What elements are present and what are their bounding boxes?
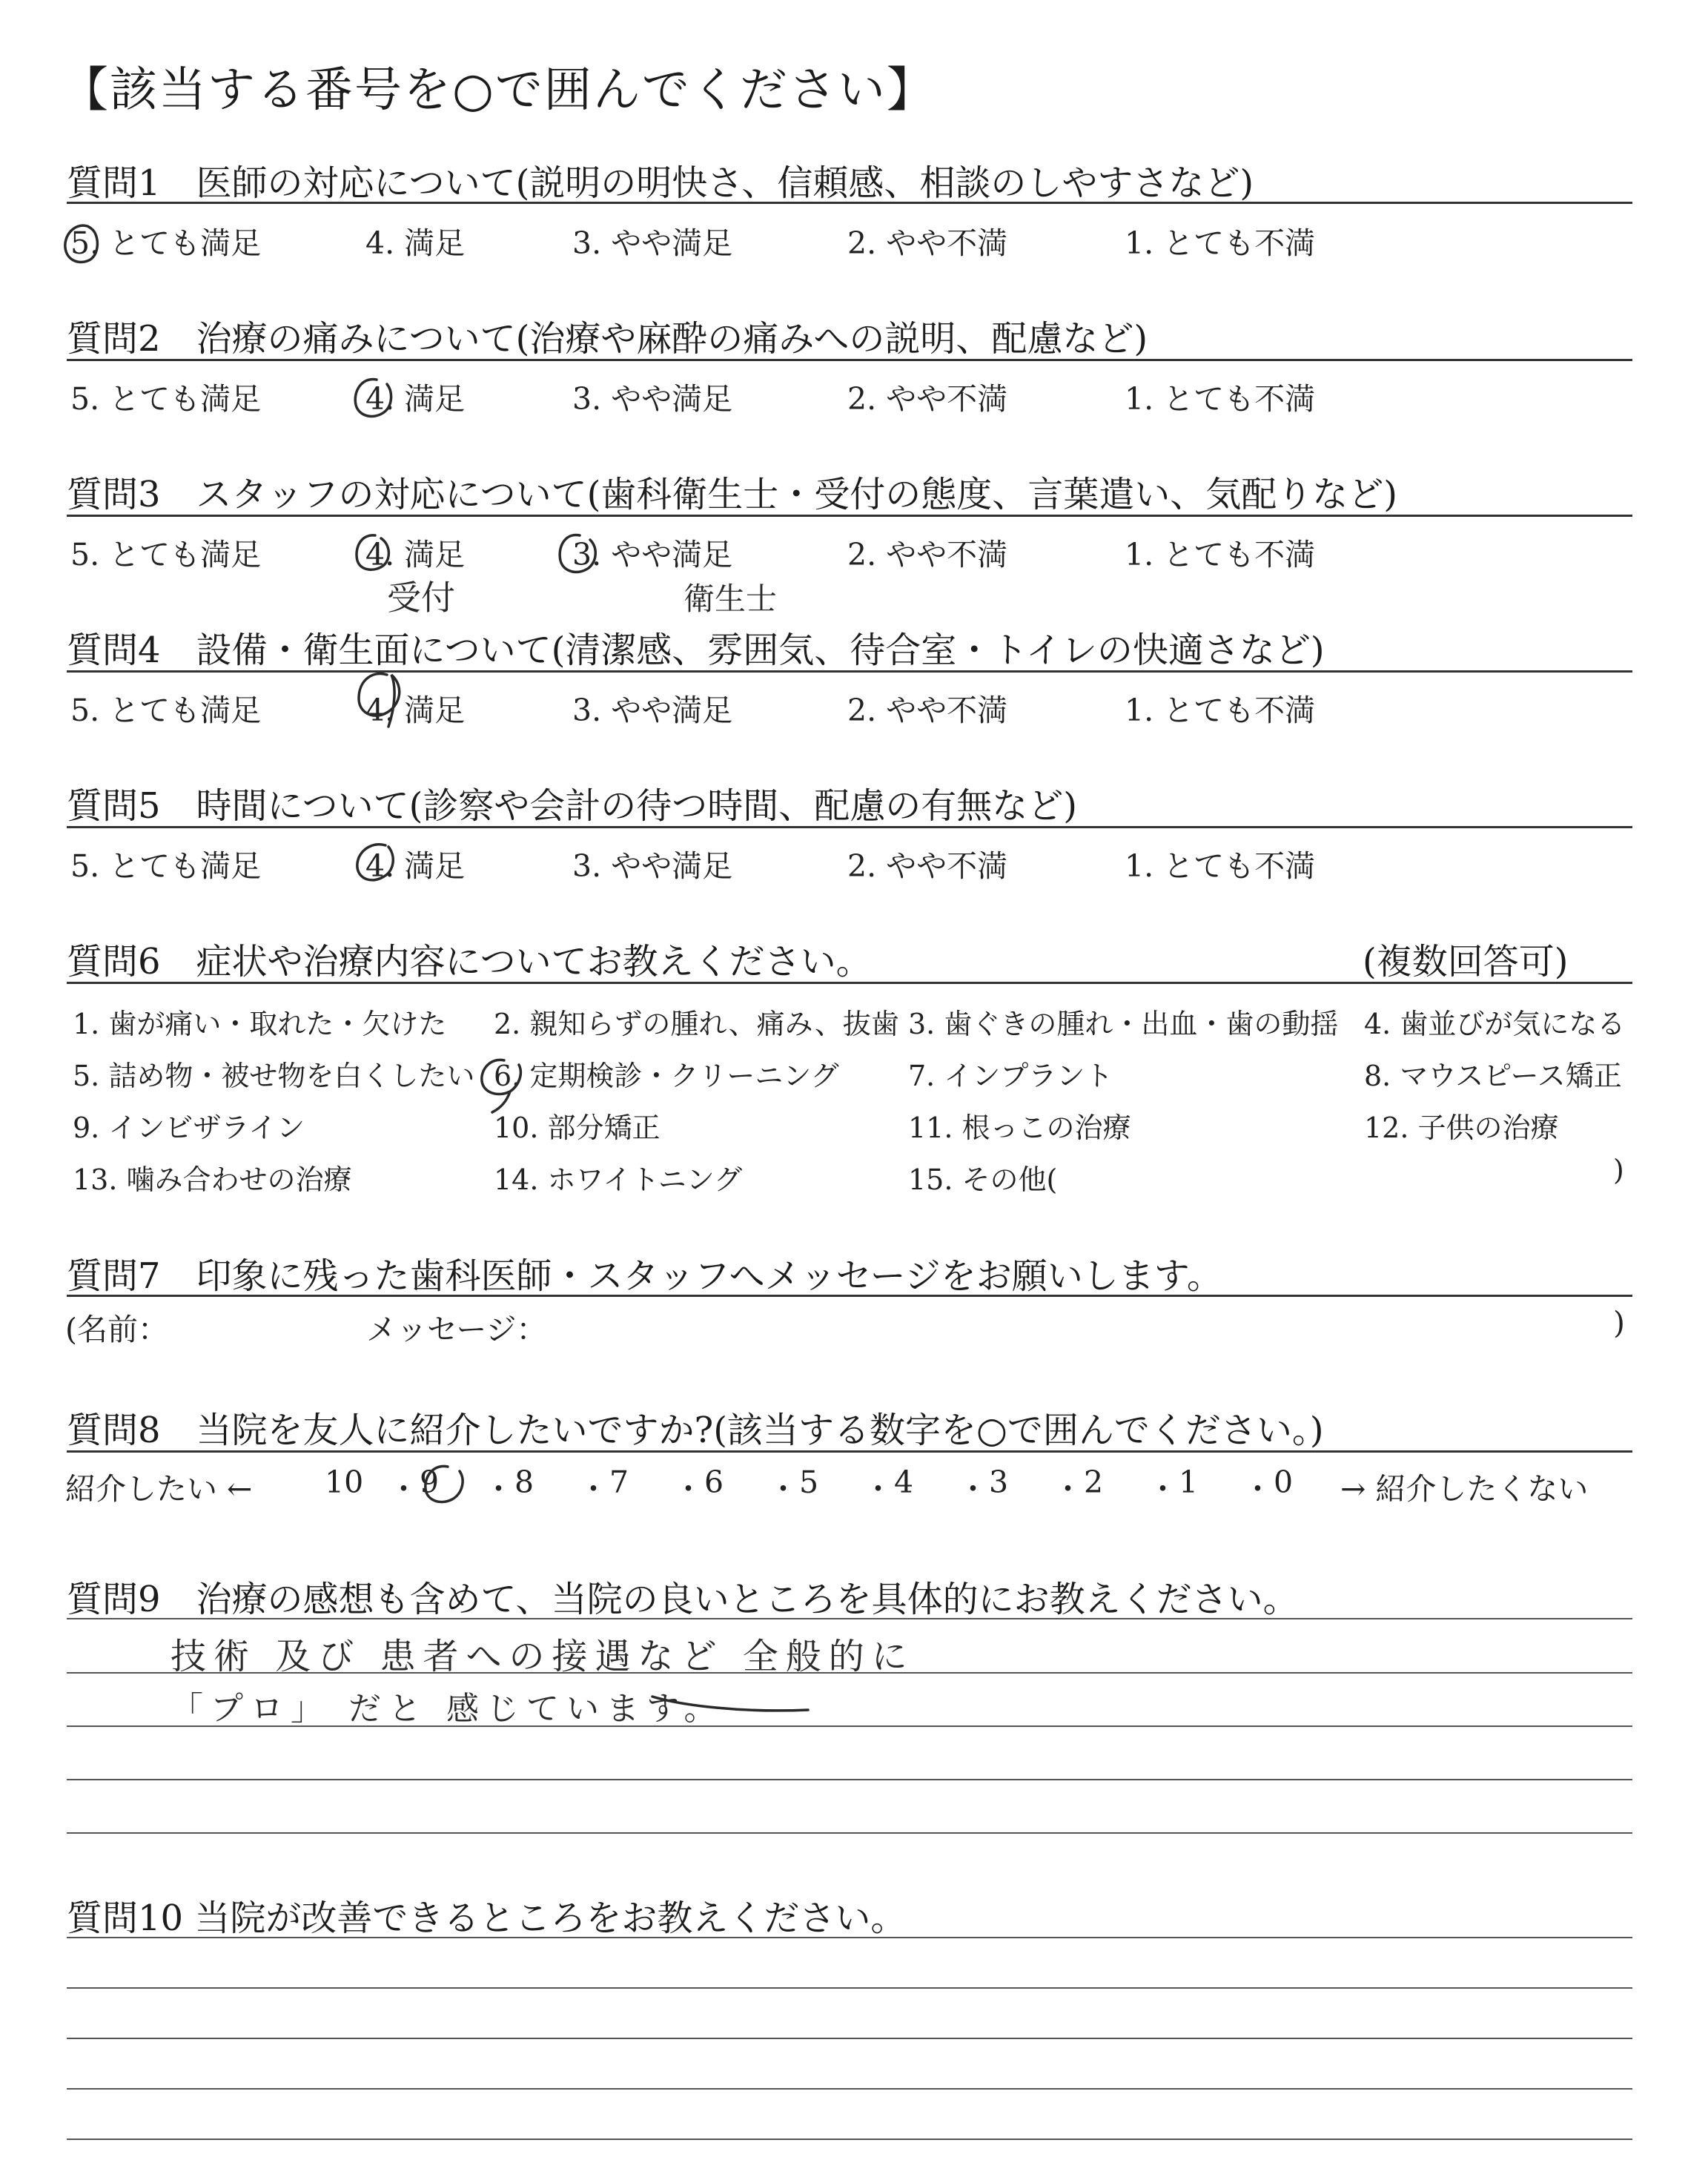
q8-scale-value-7[interactable]: 7 xyxy=(609,1464,629,1500)
q4-option-1[interactable]: 1. とても不満 xyxy=(1125,693,1316,728)
q6-item-4[interactable]: 4. 歯並びが気になる xyxy=(1364,1008,1626,1040)
q8-left-label: 紹介したい ← xyxy=(65,1471,253,1507)
q1-option-1[interactable]: 1. とても不満 xyxy=(1125,225,1316,261)
q8-scale-value-3[interactable]: 3 xyxy=(989,1464,1009,1500)
q8-scale-separator: ・ xyxy=(673,1471,704,1507)
question-8-title: 質問8 当院を友人に紹介したいですか?(該当する数字を○で囲んでください。) xyxy=(67,1410,1324,1451)
q8-scale-separator: ・ xyxy=(578,1471,609,1507)
q6-item-5[interactable]: 5. 詰め物・被せ物を白くしたい xyxy=(73,1060,475,1092)
q6-item-12[interactable]: 12. 子供の治療 xyxy=(1364,1112,1559,1144)
q8-scale-separator: ・ xyxy=(863,1471,893,1507)
form-header: 【該当する番号を○で囲んでください】 xyxy=(61,63,936,118)
q6-item-6[interactable]: 6. 定期検診・クリーニング xyxy=(494,1060,839,1092)
q8-scale-separator: ・ xyxy=(1053,1471,1083,1507)
q6-item-13[interactable]: 13. 噛み合わせの治療 xyxy=(73,1163,352,1196)
q3-option-4[interactable]: 4. 満足 xyxy=(365,537,466,572)
q3-option4-circle xyxy=(357,535,388,569)
handwritten-note-hygienist: 衛生士 xyxy=(683,581,778,617)
q8-scale-value-8[interactable]: 8 xyxy=(514,1464,534,1500)
q8-scale-separator: ・ xyxy=(1148,1471,1178,1507)
q2-option-4[interactable]: 4. 満足 xyxy=(365,381,466,417)
q8-scale-value-5[interactable]: 5 xyxy=(799,1464,819,1500)
q8-scale-value-2[interactable]: 2 xyxy=(1084,1464,1104,1500)
q4-option-2[interactable]: 2. やや不満 xyxy=(847,693,1008,728)
question-4-title: 質問4 設備・衛生面について(清潔感、雰囲気、待合室・トイレの快適さなど) xyxy=(67,630,1325,671)
q8-scale-value-10[interactable]: 10 xyxy=(325,1464,364,1500)
q6-other-close-paren: ) xyxy=(1613,1154,1624,1186)
q2-selection-circle xyxy=(355,379,391,416)
q6-item-10[interactable]: 10. 部分矯正 xyxy=(494,1112,661,1144)
q6-item-9[interactable]: 9. インビザライン xyxy=(73,1112,305,1144)
q6-selection-circle xyxy=(482,1060,521,1112)
q5-option-3[interactable]: 3. やや満足 xyxy=(572,848,733,884)
q6-item-8[interactable]: 8. マウスピース矯正 xyxy=(1364,1060,1622,1092)
question-3-title: 質問3 スタッフの対応について(歯科衛生士・受付の態度、言葉遣い、気配りなど) xyxy=(67,474,1398,515)
q7-close-paren: ) xyxy=(1613,1305,1625,1341)
q1-option-5[interactable]: 5. とても満足 xyxy=(70,225,262,261)
q2-option-3[interactable]: 3. やや満足 xyxy=(572,381,733,417)
q8-scale-separator: ・ xyxy=(1242,1471,1273,1507)
q8-scale-separator: ・ xyxy=(483,1471,514,1507)
question-1-title: 質問1 医師の対応について(説明の明快さ、信頼感、相談のしやすさなど) xyxy=(67,162,1254,204)
q8-scale-separator: ・ xyxy=(388,1471,419,1507)
question-5-title: 質問5 時間について(診察や会計の待つ時間、配慮の有無など) xyxy=(67,785,1078,827)
q3-option-2[interactable]: 2. やや不満 xyxy=(847,537,1008,572)
q8-scale-separator: ・ xyxy=(768,1471,798,1507)
q6-item-11[interactable]: 11. 根っこの治療 xyxy=(908,1112,1131,1144)
q9-handwritten-answer-line-1: 技術 及び 患者への接遇など 全般的に xyxy=(171,1636,915,1677)
q8-scale-value-1[interactable]: 1 xyxy=(1179,1464,1199,1500)
q2-option-5[interactable]: 5. とても満足 xyxy=(70,381,262,417)
q8-scale-separator: ・ xyxy=(958,1471,988,1507)
q1-selection-circle xyxy=(65,225,98,262)
q9-handwritten-answer-line-2: 「プロ」 だと 感じています。 xyxy=(171,1690,724,1728)
q5-option-2[interactable]: 2. やや不満 xyxy=(847,848,1008,884)
q6-item-15[interactable]: 15. その他( xyxy=(908,1163,1058,1196)
q6-item-14[interactable]: 14. ホワイトニング xyxy=(494,1163,743,1196)
q4-selection-circle xyxy=(359,673,400,727)
q7-name-label: (名前： xyxy=(65,1312,168,1347)
q1-option-4[interactable]: 4. 満足 xyxy=(365,225,466,261)
q7-message-label: メッセージ： xyxy=(366,1312,547,1347)
handwritten-note-reception: 受付 xyxy=(387,578,455,618)
q8-scale-value-0[interactable]: 0 xyxy=(1274,1464,1294,1500)
q4-option-3[interactable]: 3. やや満足 xyxy=(572,693,733,728)
q5-option-4[interactable]: 4. 満足 xyxy=(365,848,466,884)
question-6-title: 質問6 症状や治療内容についてお教えください。 xyxy=(67,941,872,982)
q6-item-7[interactable]: 7. インプラント xyxy=(908,1060,1113,1092)
q9-underline-flourish xyxy=(652,1697,808,1711)
q2-option-2[interactable]: 2. やや不満 xyxy=(847,381,1008,417)
question-2-title: 質問2 治療の痛みについて(治療や麻酔の痛みへの説明、配慮など) xyxy=(67,318,1148,360)
q2-option-1[interactable]: 1. とても不満 xyxy=(1125,381,1316,417)
q3-option3-circle xyxy=(560,535,595,572)
q3-option-1[interactable]: 1. とても不満 xyxy=(1125,537,1316,572)
q8-scale-value-6[interactable]: 6 xyxy=(704,1464,724,1500)
q3-option-3[interactable]: 3. やや満足 xyxy=(572,537,733,572)
question-7-title: 質問7 印象に残った歯科医師・スタッフへメッセージをお願いします。 xyxy=(67,1255,1222,1297)
q6-item-1[interactable]: 1. 歯が痛い・取れた・欠けた xyxy=(73,1008,447,1040)
q6-item-2[interactable]: 2. 親知らずの腫れ、痛み、抜歯 xyxy=(494,1008,899,1040)
question-9-title: 質問9 治療の感想も含めて、当院の良いところを具体的にお教えください。 xyxy=(67,1579,1299,1620)
q1-option-3[interactable]: 3. やや満足 xyxy=(572,225,733,261)
question-10-title: 質問10 当院が改善できるところをお教えください。 xyxy=(67,1898,907,1939)
q8-selection-circle xyxy=(426,1466,463,1502)
q3-option-5[interactable]: 5. とても満足 xyxy=(70,537,262,572)
q5-option-5[interactable]: 5. とても満足 xyxy=(70,848,262,884)
q4-option-4[interactable]: 4. 満足 xyxy=(365,693,466,728)
q4-option-5[interactable]: 5. とても満足 xyxy=(70,693,262,728)
q8-right-label: → 紹介したくない xyxy=(1340,1471,1589,1507)
q5-selection-circle xyxy=(357,845,393,880)
q6-multi-answer-note: (複数回答可) xyxy=(1363,941,1569,982)
q8-scale-value-4[interactable]: 4 xyxy=(894,1464,914,1500)
q1-option-2[interactable]: 2. やや不満 xyxy=(847,225,1008,261)
q5-option-1[interactable]: 1. とても不満 xyxy=(1125,848,1316,884)
q6-item-3[interactable]: 3. 歯ぐきの腫れ・出血・歯の動揺 xyxy=(908,1008,1339,1040)
q8-scale-value-9[interactable]: 9 xyxy=(420,1464,440,1500)
